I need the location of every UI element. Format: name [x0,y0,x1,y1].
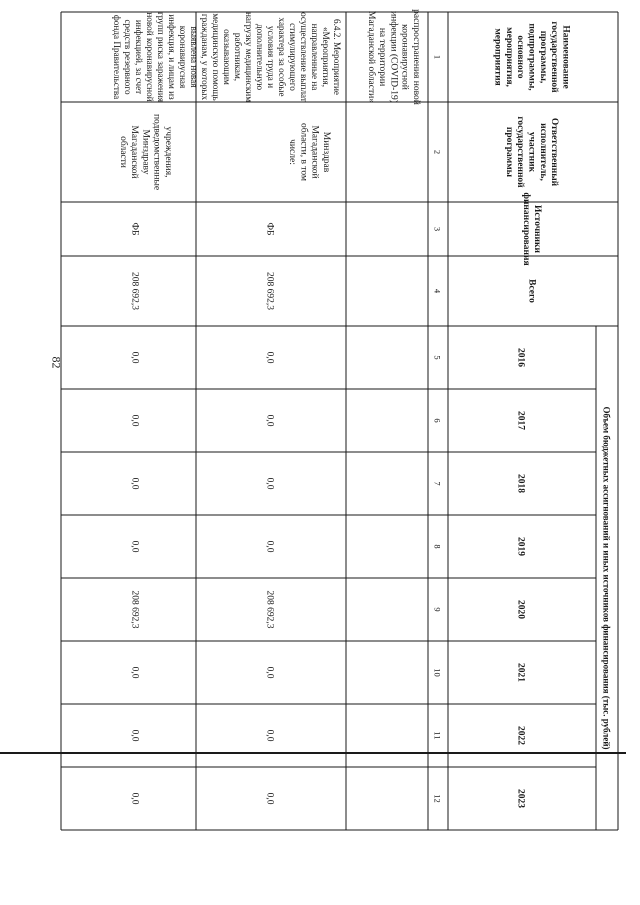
row0-name: распространения новойкоронавируснойинфекции (COVID-19)на территорииМагаданской области» [365,9,421,105]
row1-value-2020: 208 692,3 [264,590,275,629]
col-number-7: 7 [432,481,443,486]
rotated-table-wrapper [56,8,626,838]
row1-value-2016: 0,0 [264,351,275,364]
header-year-2019: 2019 [515,537,526,556]
row2-value-2020: 208 692,3 [129,590,140,629]
header-year-2020: 2020 [515,600,526,619]
row1-value-2017: 0,0 [264,414,275,427]
row1-total: 208 692,3 [264,272,275,310]
col-number-4: 4 [432,288,443,294]
page-number: 82 [49,356,64,369]
row1-name: 6.4.2. Мероприятие«Мероприятия,направленные наосуществление выплатстимулирующегохарактера за особыеусловия труда идополнительнуюнагрузку медицинскимработникам,оказывающиммедицинскую помощьгражданам, у которыхвыявлена новаякоронавируснаяинфекция, и лицам изгрупп риска зараженияновой коронавируснойинфекцией, за счетсредств резервногофонда Правительства [112,11,342,103]
row2-source: ФБ [129,222,140,236]
horizontal-divider [0,752,626,754]
row2-value-2018: 0,0 [129,477,140,490]
header-funding: Объем бюджетных ассигнований и иных источников финансирования (тыс. рублей) [601,406,612,750]
col-number-6: 6 [432,418,443,423]
table-cells [112,9,612,808]
col-number-1: 1 [432,54,443,60]
row1-value-2021: 0,0 [264,666,275,679]
row1-value-2022: 0,0 [264,729,275,742]
col-number-11: 11 [432,731,443,740]
header-executor: Ответственныйисполнитель,участникгосударственнойпрограммы [503,116,560,188]
row1-value-2023: 0,0 [264,792,275,805]
financing-table [56,8,626,838]
col-number-2: 2 [432,149,443,155]
col-number-10: 10 [432,668,443,677]
row2-value-2019: 0,0 [129,540,140,553]
header-name: Наименованиегосударственнойпрограммы,подпрограммы,основногомероприятия,мероприятия [492,21,571,93]
header-year-2023: 2023 [515,789,526,808]
row1-executor: МинздравМагаданскойобласти, в томчисле: [287,123,331,181]
row2-value-2022: 0,0 [129,729,140,742]
header-total: Всего [526,279,537,303]
col-number-8: 8 [432,544,443,549]
row2-total: 208 692,3 [129,272,140,310]
header-source: Источникифинансирования [520,192,543,266]
header-year-2018: 2018 [515,474,526,493]
col-number-12: 12 [432,794,443,803]
col-number-5: 5 [432,355,443,360]
header-year-2017: 2017 [515,411,526,430]
row1-value-2018: 0,0 [264,477,275,490]
row2-value-2023: 0,0 [129,792,140,805]
header-year-2016: 2016 [515,348,526,367]
header-year-2021: 2021 [515,663,526,682]
col-number-3: 3 [432,226,443,232]
row2-value-2021: 0,0 [129,666,140,679]
row2-value-2017: 0,0 [129,414,140,427]
row1-value-2019: 0,0 [264,540,275,553]
row2-value-2016: 0,0 [129,351,140,364]
row2-executor: учреждения,подведомственныеМинздравуМагаданскойобласти [117,113,173,191]
col-number-9: 9 [432,607,443,612]
header-year-2022: 2022 [515,726,526,745]
row1-source: ФБ [264,222,275,236]
